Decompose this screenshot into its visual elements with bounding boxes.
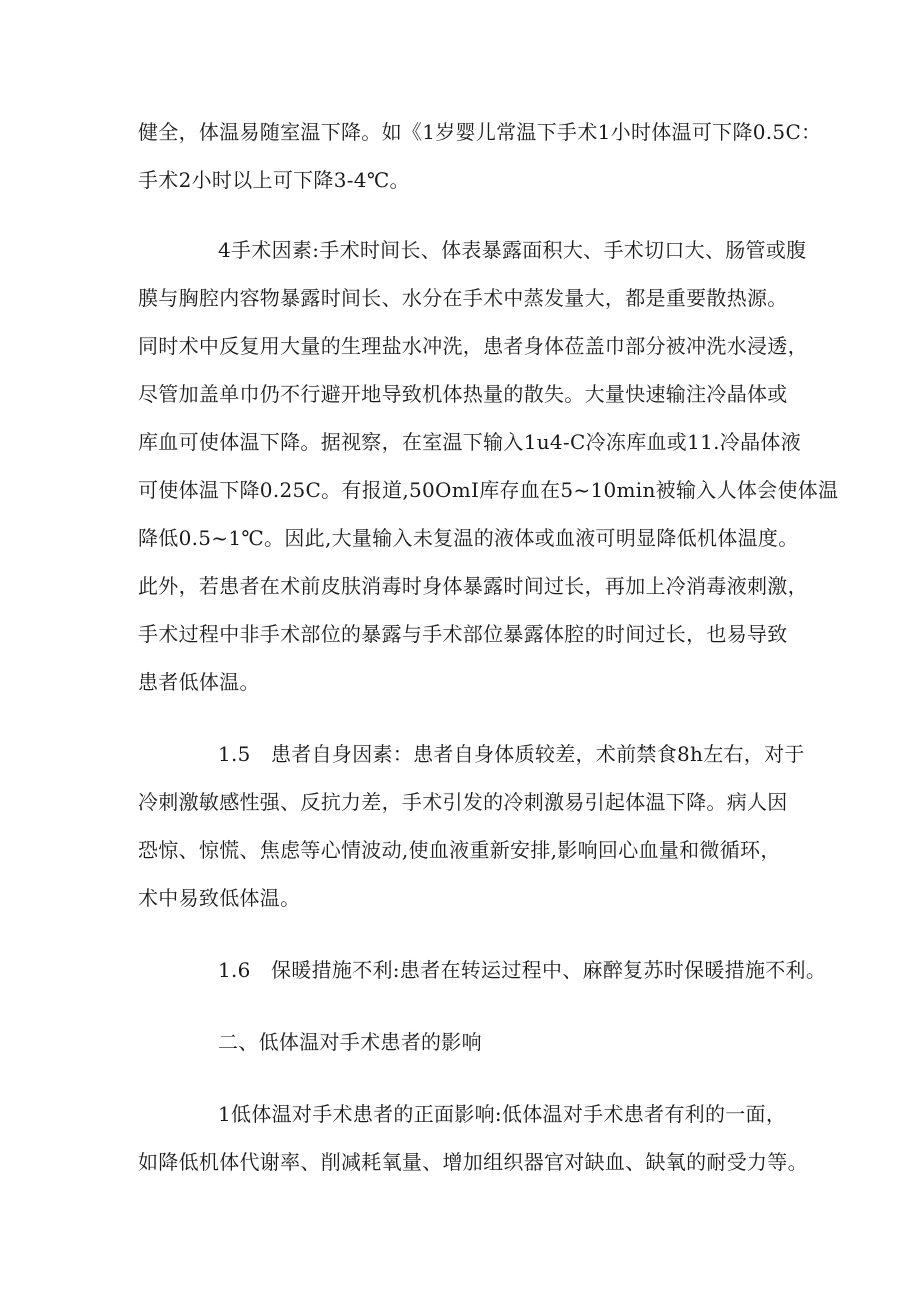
paragraph-heading: 1.6 保暖措施不利:患者在转运过程中、麻醉复苏时保暖措施不利。 bbox=[218, 958, 827, 982]
section-heading: 二、低体温对手术患者的影响 bbox=[218, 1030, 482, 1054]
text-line: 恐惊、惊慌、焦虑等心情波动,使血液重新安排,影响回心血量和微循环， bbox=[138, 838, 781, 862]
text-line: 手术2小时以上可下降3-4℃。 bbox=[138, 168, 410, 192]
paragraph-heading: 1低体温对手术患者的正面影响:低体温对手术患者有利的一面， bbox=[218, 1102, 787, 1126]
paragraph-heading: 4手术因素:手术时间长、体表暴露面积大、手术切口大、肠管或腹 bbox=[218, 238, 807, 262]
text-line: 健全，体温易随室温下降。如《1岁婴儿常温下手术1小时体温可下降0.5C： bbox=[138, 120, 822, 144]
text-line: 可使体温下降0.25C。有报道,50OmI库存血在5~10min被输入人体会使体温 bbox=[138, 478, 839, 502]
text-line: 术中易致低体温。 bbox=[138, 886, 301, 910]
text-line: 如降低机体代谢率、削减耗氧量、增加组织器官对缺血、缺氧的耐受力等。 bbox=[138, 1150, 808, 1174]
text-line: 尽管加盖单巾仍不行避开地导致机体热量的散失。大量快速输注冷晶体或 bbox=[138, 382, 788, 406]
text-line: 冷刺激敏感性强、反抗力差，手术引发的冷刺激易引起体温下降。病人因 bbox=[138, 790, 788, 814]
text-line: 降低0.5~1℃。因此,大量输入未复温的液体或血液可明显降低机体温度。 bbox=[138, 526, 799, 550]
text-line: 手术过程中非手术部位的暴露与手术部位暴露体腔的时间过长，也易导致 bbox=[138, 622, 788, 646]
text-line: 此外，若患者在术前皮肤消毒时身体暴露时间过长，再加上冷消毒液刺激， bbox=[138, 574, 808, 598]
text-line: 同时术中反复用大量的生理盐水冲洗，患者身体莅盖巾部分被冲洗水浸透， bbox=[138, 334, 808, 358]
text-line: 患者低体温。 bbox=[138, 670, 260, 694]
text-line: 膜与胸腔内容物暴露时间长、水分在手术中蒸发量大，都是重要散热源。 bbox=[138, 286, 788, 310]
paragraph-heading: 1.5 患者自身因素：患者自身体质较差，术前禁食8h左右，对于 bbox=[218, 742, 805, 766]
text-line: 库血可使体温下降。据视察，在室温下输入1u4-C冷冻库血或11.冷晶体液 bbox=[138, 430, 801, 454]
